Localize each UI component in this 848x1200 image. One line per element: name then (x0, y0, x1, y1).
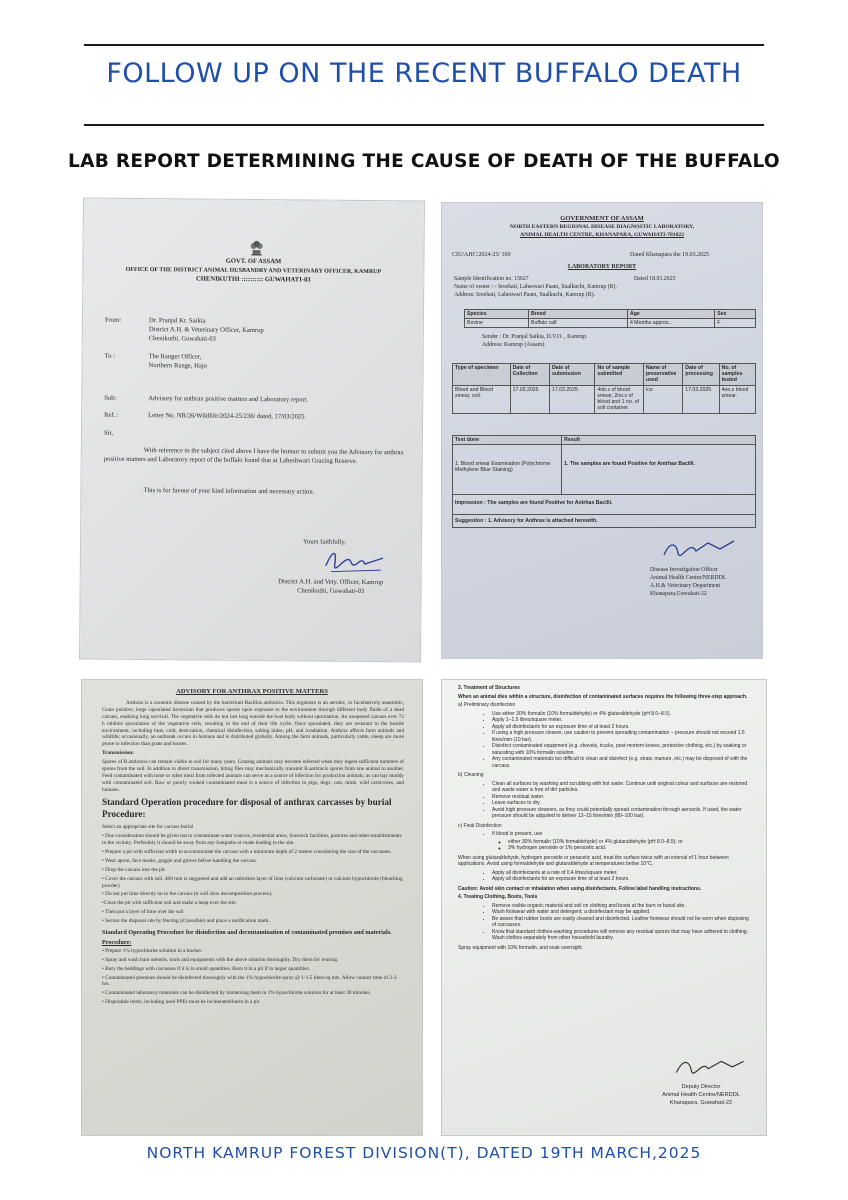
lab-dated: Dated Khanapara the 19.03.2025 (630, 252, 710, 258)
letter-org-line2: OFFICE OF THE DISTRICT ANIMAL HUSBANDRY AND VETERINARY OFFICER, KAMRUP (125, 266, 382, 276)
animal-details-table (464, 309, 756, 328)
transmission-label: Transmission: (102, 750, 134, 757)
procedure-item: • Bury the beddings with carcasses if it is in small quantities. Burn it in a pit if in larger quantities. (102, 965, 311, 972)
sample-id: Sample Identification no. 15027 (454, 276, 529, 282)
lab-sign-line2: Animal Health Centre/NERDDL (650, 575, 727, 581)
decon-sign-line1: Deputy Director (681, 1084, 721, 1090)
sex-header: Sex (715, 310, 756, 319)
to-address: Northern Range, Hajo (148, 362, 208, 370)
cleaning-item: • Clean all surfaces by washing and scrubbing with hot water. Continue until original colour and surfaces are restored and waste water is free of dirt particles. (492, 781, 754, 794)
forwarding-letter-photo (80, 199, 424, 662)
owner-address: Address: Sreehati, Laheswari Paam, Sualkuchi, Kamrup (R). (454, 292, 596, 298)
breed-value: Buffalo calf (529, 319, 628, 328)
preliminary-item: • Disinfect contaminated equipment (e.g. shovels, trucks, post-mortem knives, protective clothing, etc.) by soaking or saturating with 10% formalin solution. (492, 743, 754, 756)
breed-header: Breed (529, 310, 628, 319)
letter-sign-designation: District A.H. and Vety. Officer, Kamrup (278, 578, 384, 587)
procedure-label: Procedure: (102, 938, 132, 946)
age-value: 4 Months approx.. (627, 319, 714, 328)
letter-body-paragraph: With reference to the subject cited above I have the honour to submit you the Advisory for anthrax positive matters and Laboratory report of the buffalo found that at Laheshwari Grazing Reserve. (103, 447, 404, 465)
letter-signature (321, 545, 391, 578)
result-header: Result (562, 436, 756, 445)
sop-item: • Cover the carcass with soil, 400 mm is suggested and add an unbroken layer of lime (calcium carbonate) or calcium hypochlorite (bleaching powder) (102, 875, 403, 889)
preliminary-item: • Apply 1–1.5 litres/square meter. (492, 717, 754, 724)
sop-item: • Then put a layer of lime over the soil (102, 909, 184, 916)
lab-sign-line3: A.H.& Veterinary Department (650, 583, 721, 589)
cleaning-list (458, 781, 754, 820)
letter-body-closing-line: This is for favour of your kind information and necessary action. (143, 487, 315, 496)
state-emblem-icon (250, 238, 264, 256)
letter-org-line3: CHENIKUTHI :::::::::: GUWAHATI-03 (196, 275, 311, 284)
procedure-item: • Spray and wash barn utensils, tools and equipments with the above solution thoroughly. Dry them for reusing. (102, 956, 339, 963)
lab-sign-line1: Disease Investigation Officer (650, 567, 718, 573)
final-sub-item: ◦ 3% hydrogen peroxide or 1% peracetic acid. (508, 845, 754, 852)
from-name: Dr. Pranjal Kr. Saikia (148, 317, 206, 325)
advisory-intro: Anthrax is a zoonotic disease caused by the bacterium Bacillus anthracis. This organism is an aerobic, or facultatively anaerobic, Gram positive, large capsulated bacterium that produces spores upon exposure to the environment through different body fluids of a dead carcass, enabling long survival. The vegetative cells do not last long outside the host body without sporulation. An unopened carcass over 72 h inhibits sporulation of the vegetative cells, resulting in the end of their life cycle. Once sporulated, they are resistant to the hostile environment, including heat, cold, desiccation, chemical disinfection, salting hides, pH, and irradiation. Anthrax affects farm animals and wildlife; occasionally, an outbreak occurs in humans and is distributed globally. Among the farm animals, particularly cattle, sheep are more prone to infection than goats and horses. (102, 700, 404, 748)
samples-submitted-header: No of sample submitted (595, 364, 643, 386)
reference-label: Ref. : (104, 411, 119, 419)
submission-date-header: Date of submission (549, 364, 594, 386)
letter-sign-address: Chenikuthi, Guwahati-03 (297, 587, 365, 595)
collection-date-value: 17.03.2025 (510, 385, 549, 413)
sender-address: Address: Kamrup (Assam). (482, 342, 546, 348)
test-result-table (452, 435, 756, 528)
clothing-title: 4. Treating Clothing, Boots, Tools (458, 894, 538, 900)
final-sub-item: ◦ either 30% formalin (10% formaldehyde) or 4% glutaraldehyde (pH 8.0–8.5); or (508, 839, 754, 846)
sop-item: • Due consideration should be given not to contaminate water sources, residential areas, livestock facilities, pastures and other establishments in the vicinity. Preferably it should be away from any footpaths or roads leading to the site. (102, 833, 402, 847)
page-title: FOLLOW UP ON THE RECENT BUFFALO DEATH (106, 58, 742, 89)
cleaning-item: • Avoid high pressure cleaners, as they could potentially spread contamination through aerosols. If used, the water pressure should be adjusted to deliver 13–15 litres/min (80–100 bar). (492, 807, 754, 820)
structures-heading: 3. Treatment of Structures (458, 685, 520, 691)
clothing-list (458, 903, 754, 942)
clothing-item: • Know that standard clothes-washing procedures will remove any residual spores that may have adhered to clothing. Wash clothes separately from other household laundry. (492, 929, 754, 942)
letter-org-line1: GOVT. OF ASSAM (225, 257, 282, 266)
transmission-text: Spores of B.anthracis can remain viable in soil for many years. Grazing animals may become infected when they ingest sufficient numbers of spores from the soil. In addition to direct transmission, biting flies may mechanically transmit B.anthracis spores from one animal to another. Feed contaminated with bone or other meal from infected animals can serve as a source of infection for production animals, as can hay muddy with contaminated soil. Raw or poorly cooked contaminated meat is a source of infection in pigs, dogs, cats, mink, wild carnivores, and humans. (102, 759, 404, 793)
decon-sign-line2: Animal Health Centre/NERDDL (662, 1092, 740, 1098)
specimen-type-value: Blood and Blood smear, soil. (453, 385, 511, 413)
samples-submitted-value: 4nb.s of blood smear, 2no.s of blood and 1 no. of soil container. (595, 385, 643, 413)
final-lead-text: If blood is present, use (492, 831, 543, 837)
sender-name: Sender : Dr. Pranjal Saikia, D.V.O. , Kamrup. (482, 334, 588, 340)
final-disinfection-list (458, 831, 754, 852)
caution-note: Caution: Avoid skin contact or inhalation when using disinfectants. Follow label handling instructions. (458, 885, 702, 892)
submission-date-value: 17.03.2025 (549, 385, 594, 413)
final-rate-item: • Apply all disinfectants for an exposure time of at least 2 hours. (492, 876, 754, 883)
laboratory-report-photo (442, 203, 762, 658)
letter-closing: Yours faithfully, (302, 538, 346, 546)
test-name: 1. Blood smear Examination (Polychrome Methylene Blue Staining) (453, 445, 562, 495)
preliminary-list (458, 711, 754, 770)
specimen-type-header: Type of specimen (453, 364, 511, 386)
sop-disinfection-title: Standard Operating Procedure for disinfection and decontamination of contaminated premises and materials. (102, 928, 392, 936)
test-result: 1. The samples are found Positive for Antrhax Bacilli. (562, 445, 756, 495)
from-label: From: (104, 316, 122, 324)
age-header: Age (627, 310, 714, 319)
preservative-value: Ice (643, 385, 682, 413)
sex-value: F (715, 319, 756, 328)
preservative-header: Name of preservative used (643, 364, 682, 386)
sop-burial-title: Standard Operation procedure for disposal of anthrax carcasses by burial Procedure: (102, 797, 392, 819)
final-rate-item: • Apply all disinfectants at a rate of 0.4 litres/square meter. (492, 870, 754, 877)
subject-label: Sub: (104, 394, 117, 402)
structures-intro: When an animal dies within a structure, disinfection of contaminated surfaces requires the following three-step approach. (458, 693, 748, 700)
preliminary-item: • Any contaminated materials too difficult to clean and disinfect (e.g. straw, manure, etc.) may be disposed of with the carcass. (492, 756, 754, 769)
from-address: Chenikuthi, Guwahati-03 (148, 335, 216, 343)
decontamination-instructions-photo (442, 680, 766, 1135)
owner-name: Name of owner : - Sreehati, Laheswari Paam, Sualkuchi, Kamrup (R). (454, 284, 617, 290)
impression: Impression : The samples are found Positive for Antrhax Bacilli. (453, 495, 756, 515)
lab-name: NORTH EASTERN REGIONAL DISEASE DIAGNOSTIC LABORATORY, (509, 224, 695, 230)
anthrax-advisory-photo (82, 680, 422, 1135)
processing-date-header: Date of processing (683, 364, 719, 386)
spray-note: Spray equipment with 10% formalin, and soak overnight. (458, 944, 584, 951)
final-lead-item (492, 831, 754, 852)
sop-item: • Prepare a pit with sufficient width to accommodate the carcass with a minimum depth of 2 meters considering the size of the carcasses. (102, 849, 392, 855)
subject-text: Advisory for anthrax positive matters and Laboratory report. (148, 395, 309, 404)
clothing-item: • Wash footwear with water and detergent; a disinfectant may be applied. (492, 909, 754, 916)
lab-ref-no: CIU/AHC/2024-25/ 169 (452, 252, 511, 258)
procedure-item: • Prepare 1% hypochlorite solution in a bucket. (102, 947, 203, 954)
title-underline-rule (84, 124, 764, 126)
from-designation: District A.H. & Veterinary Officer, Kamrup (148, 326, 264, 335)
specimen-table (452, 363, 756, 414)
decon-sign-line3: Khanapara, Guwahati-22 (669, 1100, 733, 1106)
sop-item: • Drop the carcass into the pit. (102, 866, 167, 873)
procedure-item: • Disposable items, including used PPEs must be incinerated/burnt in a pit (102, 999, 260, 1006)
lab-report-title: LABORATORY REPORT (567, 264, 637, 270)
top-rule (84, 44, 764, 46)
species-value: Bovine (465, 319, 529, 328)
test-done-header: Test done (453, 436, 562, 445)
lab-gov-heading: GOVERNMENT OF ASSAM (560, 215, 644, 222)
lab-signature (660, 533, 740, 563)
clothing-item: • Remove visible organic material and soil on clothing and boots at the burn or burial site. (492, 903, 754, 910)
lab-centre: ANIMAL HEALTH CENTRE, KHANAPARA, GUWAHATI-781022 (520, 232, 684, 238)
lab-sign-line4: Khanapara,Guwahati-22 (650, 591, 707, 597)
preliminary-item: • Use either 30% formalin (10% formaldehyde) or 4% glutaraldehyde (pH 8.0–8.5). (492, 711, 754, 718)
collection-date-header: Date of Collection (510, 364, 549, 386)
sop-item: • Wear apron, face masks, goggle and gloves before handling the carcass. (102, 857, 258, 864)
clothing-item: • Be aware that rubber boots are easily cleaned and disinfected. Leather footwear should not be worn when disposing of carcasses. (492, 916, 754, 929)
reference-text: Letter No. NR/26/Wildlife/2024-25/236/ dated, 17/03/2025 (148, 412, 305, 421)
footer-caption: NORTH KAMRUP FOREST DIVISION(T), DATED 19TH MARCH,2025 (146, 1144, 702, 1162)
cleaning-item: • Leave surfaces to dry. (492, 800, 754, 807)
preliminary-item: • If using a high pressure cleaner, use caution to prevent spreading contamination – pressure should not exceed 1.5 litres/min (10 bar). (492, 730, 754, 743)
advisory-title: ADVISORY FOR ANTHRAX POSITIVE MATTERS (176, 688, 328, 695)
sop-item: Select an appropriate site for carcass burial (102, 824, 194, 831)
procedure-item: • Contaminated premises should be disinfected thoroughly with the 1% hypochlorite spray @ 1-1.5 liters/sq mts. Allow contact time of 2-3 hrs. (102, 974, 397, 988)
suggestion: Suggestion : 1. Advisory for Anthrax is attached herewith. (453, 515, 756, 528)
preliminary-title: a) Preliminary disinfection (458, 702, 516, 708)
cleaning-item: • Remove residual water. (492, 794, 754, 801)
processing-date-value: 17.03.2025 (683, 385, 719, 413)
salutation: Sir, (103, 429, 114, 437)
sop-item: • Do not put lime directly on to the carcass (it will slow decomposition process). (102, 891, 273, 898)
sop-item: •Close the pit with sufficient soil and make a heap over the site. (102, 900, 237, 907)
to-name: The Ranger Officer, (148, 353, 202, 361)
final-note: When using glutaraldehyde, hydrogen peroxide or peracetic acid, treat the surface twice with an interval of 1 hour between applications. Avoid using formaldehyde and glutaraldehyde at temperatures below 10°C. (458, 854, 729, 867)
sop-item: • Secure the disposal site by fencing (if possible) and place a notification mark. (102, 918, 270, 924)
cleaning-title: b) Cleaning (458, 772, 484, 778)
species-header: Species (465, 310, 529, 319)
sample-date: Dated 18.03.2025 (634, 276, 676, 282)
page-subtitle: LAB REPORT DETERMINING THE CAUSE OF DEATH OF THE BUFFALO (68, 151, 780, 172)
procedure-item: • Contaminated laboratory materials can be disinfected by immersing them in 1% hypochlorite solution for at least 30 minutes. (102, 990, 371, 997)
samples-tested-value: 4no.s blood smear. (719, 385, 755, 413)
final-disinfection-title: c) Final Disinfection (458, 822, 502, 829)
deputy-director-signature (670, 1052, 750, 1080)
to-label: To : (104, 352, 116, 360)
samples-tested-header: No. of samples tested (719, 364, 755, 386)
final-rate-list (458, 870, 754, 883)
preliminary-item: • Apply all disinfectants for an exposure time of at least 2 hours. (492, 724, 754, 731)
